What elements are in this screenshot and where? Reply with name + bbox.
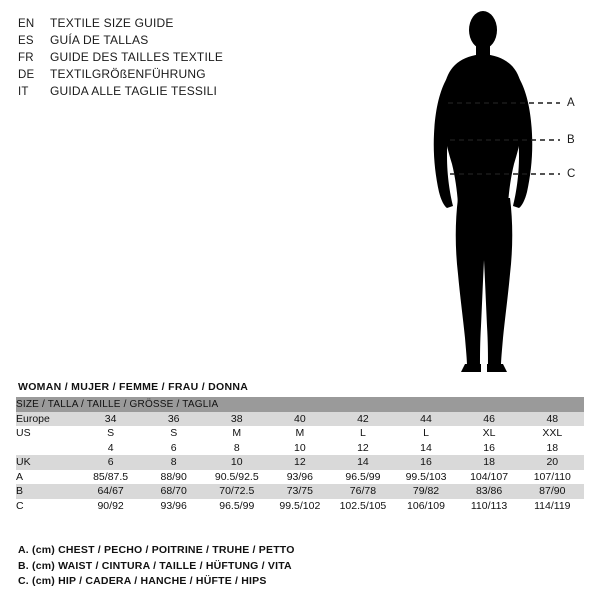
cell: 46 [458,412,521,427]
cell: S [79,426,142,441]
cell: 4 [79,441,142,456]
cell: S [142,426,205,441]
cell: 12 [331,441,394,456]
cell: 93/96 [268,470,331,485]
title-text: GUÍA DE TALLAS [50,33,149,47]
cell: L [394,426,457,441]
table-header-label: SIZE / TALLA / TAILLE / GRÖSSE / TAGLIA [16,397,584,412]
cell: 99.5/102 [268,499,331,514]
title-row [18,16,398,33]
title-text: GUIDE DES TAILLES TEXTILE [50,50,224,64]
size-table-area [16,381,584,513]
cell: 40 [268,412,331,427]
row-label [16,441,79,456]
table-row [16,484,584,499]
cell: 10 [205,455,268,470]
cell: 85/87.5 [79,470,142,485]
cell: 44 [394,412,457,427]
measure-label-c: C [567,168,576,180]
cell: M [268,426,331,441]
legend-line-c: C. (cm) HIP / CADERA / HANCHE / HÜFTE / HIPS [18,575,267,587]
size-table [16,397,584,513]
cell: 18 [521,441,584,456]
cell: 90.5/92.5 [205,470,268,485]
cell: 14 [394,441,457,456]
cell: 38 [205,412,268,427]
title-row [18,67,398,84]
table-header-row [16,397,584,412]
cell: 8 [205,441,268,456]
cell: 73/75 [268,484,331,499]
title-text: TEXTILGRÖßENFÜHRUNG [50,67,206,81]
female-body-figure [395,8,595,378]
cell: 14 [331,455,394,470]
row-label: US [16,426,79,441]
title-text: GUIDA ALLE TAGLIE TESSILI [50,84,218,98]
cell: 96.5/99 [331,470,394,485]
cell: 8 [142,455,205,470]
cell: 48 [521,412,584,427]
cell: XL [458,426,521,441]
cell: 42 [331,412,394,427]
table-row [16,426,584,441]
language-code: IT [18,86,29,98]
row-label: C [16,499,79,514]
table-row [16,470,584,485]
cell: 96.5/99 [205,499,268,514]
cell: 76/78 [331,484,394,499]
cell: 64/67 [79,484,142,499]
table-row [16,499,584,514]
cell: L [331,426,394,441]
cell: 79/82 [394,484,457,499]
row-label: A [16,470,79,485]
cell: 106/109 [394,499,457,514]
measure-label-b: B [567,134,575,146]
title-block [18,16,398,101]
cell: 114/119 [521,499,584,514]
language-code: EN [18,18,35,30]
title-row [18,50,398,67]
cell: 68/70 [142,484,205,499]
table-row [16,412,584,427]
cell: 10 [268,441,331,456]
cell: 6 [142,441,205,456]
row-label: B [16,484,79,499]
cell: 93/96 [142,499,205,514]
title-row [18,33,398,50]
cell: 83/86 [458,484,521,499]
legend-line-b: B. (cm) WAIST / CINTURA / TAILLE / HÜFTUNG / VITA [18,559,292,572]
measure-label-a: A [567,97,575,109]
cell: 87/90 [521,484,584,499]
body-silhouette-icon [395,8,595,378]
cell: 16 [394,455,457,470]
cell: M [205,426,268,441]
cell: XXL [521,426,584,441]
table-row [16,441,584,456]
language-code: DE [18,69,35,81]
cell: 102.5/105 [331,499,394,514]
legend-line-a: A. (cm) CHEST / PECHO / POITRINE / TRUHE / PETTO [18,544,295,556]
cell: 90/92 [79,499,142,514]
cell: 12 [268,455,331,470]
cell: 88/90 [142,470,205,485]
title-text: TEXTILE SIZE GUIDE [50,16,174,30]
cell: 34 [79,412,142,427]
cell: 18 [458,455,521,470]
cell: 99.5/103 [394,470,457,485]
table-row [16,455,584,470]
cell: 36 [142,412,205,427]
table-group-heading: WOMAN / MUJER / FEMME / FRAU / DONNA [18,381,249,393]
row-label: UK [16,455,79,470]
language-code: ES [18,35,34,47]
measurement-legend [18,543,578,590]
cell: 20 [521,455,584,470]
cell: 110/113 [458,499,521,514]
title-row [18,84,398,101]
cell: 104/107 [458,470,521,485]
cell: 16 [458,441,521,456]
cell: 6 [79,455,142,470]
cell: 70/72.5 [205,484,268,499]
language-code: FR [18,52,34,64]
row-label: Europe [16,412,79,427]
cell: 107/110 [521,470,584,485]
